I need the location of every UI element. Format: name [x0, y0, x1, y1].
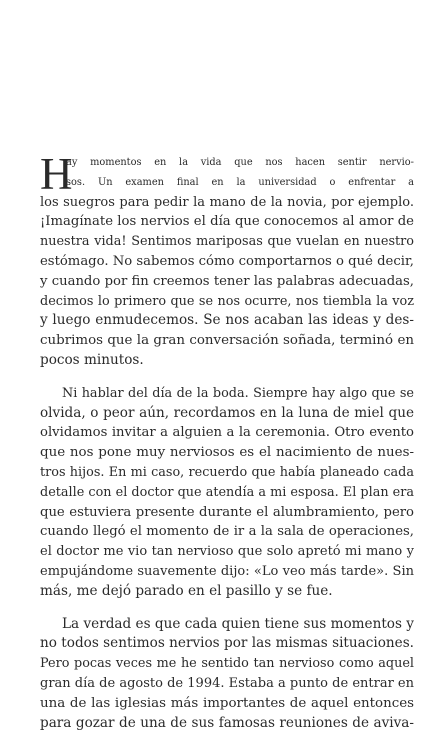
paragraph-3: [40, 615, 414, 733]
text-line: los suegros para pedir la mano de la novia, por ejemplo.: [40, 194, 414, 210]
paragraph-1: [40, 149, 414, 371]
text-line: para gozar de una de sus famosas reuniones de aviva-: [40, 714, 414, 731]
text-line: una de las iglesias más importantes de aquel entonces: [40, 695, 414, 711]
text-line: ¡Imagínate los nervios el día que conocemos al amor de: [40, 214, 414, 230]
text-line: cubrimos que la gran conversación soñada, terminó en: [40, 333, 414, 349]
text-line: decimos lo primero que se nos ocurre, nos tiembla la voz: [40, 293, 414, 309]
drop-cap: H: [40, 149, 73, 199]
text-line: más, me dejó parado en el pasillo y se fue.: [40, 582, 333, 599]
text-line: olvida, o peor aún, recordamos en la luna de miel que: [40, 404, 414, 421]
text-line: Ni hablar del día de la boda. Siempre hay algo que se: [62, 385, 414, 401]
text-line: pocos minutos.: [40, 351, 144, 368]
text-line: empujándome suavemente dijo: «Lo veo más tarde». Sin: [40, 563, 414, 579]
dropcap-block: [40, 149, 414, 199]
text-line: que nos pone muy nerviosos es el nacimiento de nues-: [40, 445, 414, 461]
text-line: tros hijos. En mi caso, recuerdo que había planeado cada: [40, 464, 414, 480]
book-page: [40, 149, 414, 733]
text-line: La verdad es que cada quien tiene sus momentos y: [62, 615, 414, 632]
text-line: ay momentos en la vida que nos hacen sentir nervio-: [66, 157, 414, 168]
text-line: nuestra vida! Sentimos mariposas que vuelan en nuestro: [40, 234, 414, 250]
text-line: cuando llegó el momento de ir a la sala de operaciones,: [40, 524, 414, 540]
text-line: olvidamos invitar a alguien a la ceremonia. Otro evento: [40, 425, 414, 441]
text-line: el doctor me vio tan nervioso que solo apretó mi mano y: [40, 544, 414, 560]
text-line: que estuviera presente durante el alumbramiento, pero: [40, 504, 414, 520]
text-line: sos. Un examen final en la universidad o enfrentar a: [66, 176, 414, 188]
text-line: detalle con el doctor que atendía a mi esposa. El plan era: [40, 484, 414, 500]
text-line: estómago. No sabemos cómo comportarnos o qué decir,: [40, 253, 414, 269]
text-line: y cuando por fin creemos tener las palabras adecuadas,: [40, 273, 414, 289]
text-line: no todos sentimos nervios por las mismas situaciones.: [40, 635, 414, 652]
text-line: y luego enmudecemos. Se nos acaban las ideas y des-: [40, 312, 414, 329]
text-line: gran día de agosto de 1994. Estaba a punto de entrar en: [40, 675, 414, 691]
text-line: Pero pocas veces me he sentido tan nervioso como aquel: [40, 656, 414, 672]
paragraph-2: [40, 384, 414, 602]
